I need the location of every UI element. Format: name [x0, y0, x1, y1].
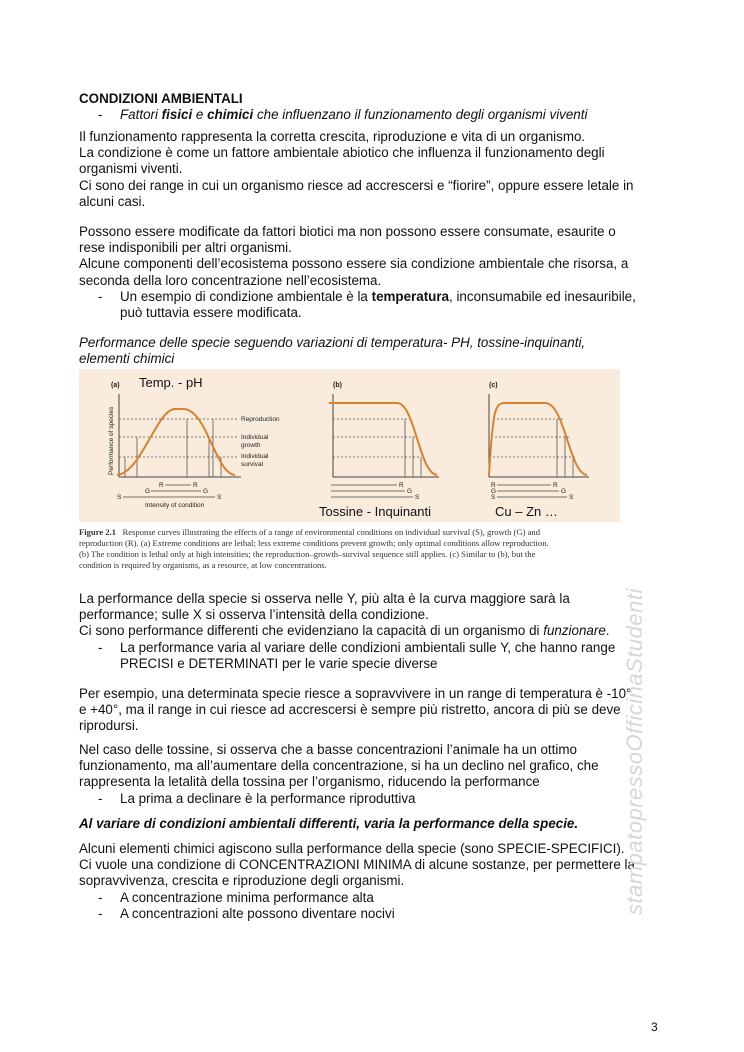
- s-label: S: [217, 494, 222, 501]
- text-line: può tuttavia essere modificata.: [120, 305, 302, 321]
- subtitle-text: che influenzano il funzionamento degli organismi viventi: [253, 107, 588, 122]
- g-label: G: [561, 488, 567, 495]
- text-line: rese indisponibili per altri organismi.: [79, 240, 292, 256]
- r-label: R: [159, 482, 164, 489]
- text-line: [79, 623, 610, 639]
- text-line: sopravvivenza, crescita e riproduzione degli organismi.: [79, 873, 405, 889]
- y-axis-label: Performance of species: [108, 406, 115, 475]
- response-curves-figure: [79, 369, 620, 522]
- caption-line: [79, 527, 620, 538]
- text-line: Nel caso delle tossine, si osserva che a basse concentrazioni l’animale ha un ottimo: [79, 742, 577, 757]
- paragraph: [79, 841, 635, 890]
- bullet-dash: -: [98, 890, 103, 905]
- bullet-dash: -: [98, 289, 103, 304]
- text-span: .: [605, 623, 610, 639]
- panel-c-curve: [489, 403, 587, 475]
- text-line: Possono essere modificate da fattori biotici ma non possono essere consumate, esaurite o: [79, 224, 616, 239]
- italic-span: funzionare: [543, 623, 606, 639]
- bullet-item: A concentrazione minima performance alta: [120, 890, 374, 905]
- text-span: , inconsumabile ed inesauribile,: [449, 289, 636, 304]
- text-line: performance; sulle X si osserva l’intensità della condizione.: [79, 607, 429, 623]
- text-line: seconda della loro concentrazione nell’ecosistema.: [79, 272, 382, 288]
- bullet-dash: -: [98, 791, 103, 806]
- text-line: PRECISI e DETERMINATI per le varie specie diverse: [120, 656, 438, 672]
- watermark: stampatopressoOfficinaStudenti: [622, 588, 647, 915]
- x-axis-label: Intensity of condition: [145, 502, 205, 509]
- subtitle-bold: chimici: [207, 107, 254, 122]
- text-line: [120, 289, 636, 305]
- subtitle-text: Fattori: [120, 107, 162, 122]
- paragraph: [79, 591, 610, 640]
- paragraph: [79, 686, 631, 735]
- panel-c-condition-label: Cu – Zn …: [495, 504, 558, 519]
- bullet-dash: -: [98, 640, 103, 655]
- panel-c-label: (c): [489, 382, 498, 389]
- italic-heading: [79, 335, 585, 367]
- text-line: La performance varia al variare delle condizioni ambientali sulle Y, che hanno range: [120, 640, 616, 655]
- text-line: e +40°, ma il range in cui riesce ad accrescersi è sempre più ristretto, ancora di più se deve: [79, 702, 621, 718]
- panel-a-label: (a): [111, 382, 120, 389]
- paragraph: [79, 742, 599, 791]
- s-label: S: [117, 494, 122, 501]
- figure-caption: [79, 527, 620, 571]
- bullet-dash: -: [98, 107, 103, 122]
- bullet-item: [120, 640, 615, 672]
- panel-b-condition-label: Tossine - Inquinanti: [319, 504, 432, 519]
- subtitle: [120, 107, 587, 123]
- text-line: Ci vuole una condizione di CONCENTRAZIONI MINIMA di alcune sostanze, per permettere la: [79, 857, 635, 873]
- text-line: alcuni casi.: [79, 193, 146, 209]
- caption-line: condition is required by organisms, as a resource, at low concentrations.: [79, 560, 327, 570]
- text-line: organismi viventi.: [79, 161, 183, 177]
- r-label: R: [553, 482, 558, 489]
- subtitle-text: e: [192, 107, 208, 122]
- r-label: R: [491, 482, 496, 489]
- panel-b-label: (b): [333, 382, 342, 389]
- section-title: CONDIZIONI AMBIENTALI: [79, 91, 243, 106]
- text-line: Il funzionamento rappresenta la corretta crescita, riproduzione e vita di un organismo.: [79, 129, 586, 144]
- bullet-item: La prima a declinare è la performance riproduttiva: [120, 791, 416, 806]
- figure: [79, 369, 620, 581]
- g-label: G: [407, 488, 413, 495]
- text-line: riprodursi.: [79, 718, 139, 734]
- paragraph: [79, 224, 628, 289]
- caption-line: (b) The condition is lethal only at high intensities; the reproduction–growth–survival sequence still applies. (c) Similar to (b), but the: [79, 549, 536, 559]
- text-line: Per esempio, una determinata specie riesce a sopravvivere in un range di temperatura è -10°: [79, 686, 632, 701]
- text-line: funzionamento, ma all’aumentare della concentrazione, si ha un declino nel grafico, che: [79, 758, 599, 774]
- emphasis-line: Al variare di condizioni ambientali differenti, varia la performance della specie.: [79, 816, 579, 831]
- caption-line: reproduction (R). (a) Extreme conditions are lethal; less extreme conditions prevent growth; only optimal conditions allow reproduction.: [79, 538, 549, 548]
- text-line: Alcuni elementi chimici agiscono sulla performance della specie (sono SPECIE-SPECIFICI).: [79, 841, 625, 856]
- level-label-reproduction: Reproduction: [241, 416, 280, 423]
- level-label-growth: Individual: [241, 434, 269, 441]
- bullet-item: [120, 289, 636, 321]
- caption-label: Figure 2.1: [79, 527, 117, 537]
- level-label-growth: growth: [241, 442, 261, 449]
- text-span: Un esempio di condizione ambientale è la: [120, 289, 372, 304]
- subtitle-bold: fisici: [161, 107, 193, 122]
- text-line: La performance della specie si osserva nelle Y, più alta è la curva maggiore sarà la: [79, 591, 570, 606]
- bold-span: temperatura: [371, 289, 450, 304]
- text-line: elementi chimici: [79, 351, 175, 367]
- bullet-dash: -: [98, 906, 103, 921]
- g-label: G: [145, 488, 151, 495]
- level-label-survival: Individual: [241, 453, 269, 460]
- r-label: R: [399, 482, 404, 489]
- text-line: Ci sono dei range in cui un organismo riesce ad accrescersi e “fiorire”, oppure essere letale in: [79, 177, 634, 193]
- r-label: R: [193, 482, 198, 489]
- panel-a-condition-label: Temp. - pH: [139, 375, 203, 390]
- s-label: S: [569, 494, 574, 501]
- level-label-survival: survival: [241, 461, 264, 468]
- page-number: 3: [651, 1020, 658, 1034]
- text-line: rappresenta la letalità della tossina per l’organismo, riducendo la performance: [79, 774, 540, 790]
- text-line: Alcune componenti dell’ecosistema possono essere sia condizione ambientale che risorsa, a: [79, 256, 629, 272]
- g-label: G: [491, 488, 497, 495]
- caption-text: Response curves illustrating the effects of a range of environmental conditions on individual survival (S), growth (G) and: [122, 527, 541, 537]
- text-line: La condizione è come un fattore ambientale abiotico che influenza il funzionamento degli: [79, 145, 605, 161]
- bullet-item: A concentrazioni alte possono diventare nocivi: [120, 906, 395, 921]
- figure-image: [79, 369, 620, 522]
- s-label: S: [491, 494, 496, 501]
- g-label: G: [203, 488, 209, 495]
- text-span: Ci sono performance differenti che evidenziano la capacità di un organismo di: [79, 623, 544, 639]
- paragraph: [79, 129, 634, 210]
- text-line: Performance delle specie seguendo variazioni di temperatura- PH, tossine-inquinanti,: [79, 335, 586, 350]
- s-label: S: [415, 494, 420, 501]
